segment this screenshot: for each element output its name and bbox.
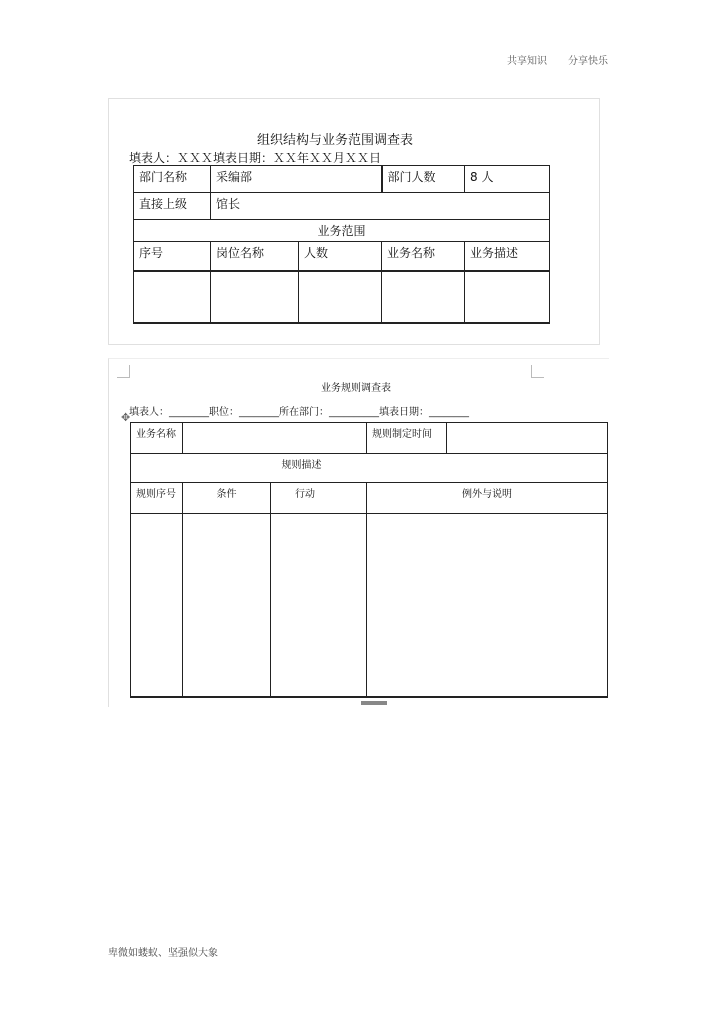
blank-cell[interactable] [367, 514, 608, 698]
form1-row-section [134, 220, 550, 242]
margin-corner-mark [531, 365, 544, 378]
blank-cell[interactable] [382, 271, 465, 323]
dept-count-value[interactable]: 8 人 [465, 166, 550, 193]
dept-name-label: 部门名称 [134, 166, 211, 193]
form2-row-columns [131, 483, 608, 514]
col-rule-index: 规则序号 [131, 483, 183, 514]
dept-name-value[interactable]: 采编部 [211, 166, 382, 193]
col-condition: 条件 [183, 483, 271, 514]
blank-cell[interactable] [134, 271, 211, 323]
form1-table [133, 165, 550, 324]
rule-description-heading: 规则描述 [131, 454, 608, 483]
form1-row-superior [134, 193, 550, 220]
biz-name-value[interactable] [183, 423, 367, 454]
blank-cell[interactable] [211, 271, 299, 323]
form2-row-blank [131, 514, 608, 698]
form-structure-survey [108, 98, 600, 345]
col-position: 岗位名称 [211, 242, 299, 272]
superior-value[interactable]: 馆长 [211, 193, 550, 220]
rule-time-label: 规则制定时间 [367, 423, 447, 454]
form2-filler-line: 填表人：________职位：________所在部门：__________填表日期：________ [129, 407, 469, 418]
rule-time-value[interactable] [447, 423, 608, 454]
form1-row-blank [134, 271, 550, 323]
col-headcount: 人数 [299, 242, 382, 272]
form2-table [130, 422, 608, 698]
col-action: 行动 [271, 483, 367, 514]
dept-count-label: 部门人数 [382, 166, 465, 193]
form2-row-section [131, 454, 608, 483]
table-resize-handle[interactable] [361, 701, 387, 705]
col-business-name: 业务名称 [382, 242, 465, 272]
blank-cell[interactable] [299, 271, 382, 323]
blank-cell[interactable] [131, 514, 183, 698]
business-scope-heading: 业务范围 [134, 220, 550, 242]
move-handle-icon[interactable]: ✥ [121, 411, 131, 424]
form1-row-dept [134, 166, 550, 193]
col-business-desc: 业务描述 [465, 242, 550, 272]
col-index: 序号 [134, 242, 211, 272]
margin-corner-mark [117, 365, 130, 378]
form1-title: 组织结构与业务范围调查表 [257, 133, 414, 148]
header-right: 分享快乐 [568, 56, 608, 67]
form2-title: 业务规则调查表 [321, 383, 391, 394]
blank-cell[interactable] [183, 514, 271, 698]
form2-row-biz [131, 423, 608, 454]
form1-filler-line: 填表人：ＸＸＸ填表日期：ＸＸ年ＸＸ月ＸＸ日 [129, 151, 382, 165]
header-left: 共享知识 [507, 56, 547, 67]
blank-cell[interactable] [271, 514, 367, 698]
form-rule-survey [108, 358, 609, 707]
blank-cell[interactable] [465, 271, 550, 323]
superior-label: 直接上级 [134, 193, 211, 220]
col-exception-notes: 例外与说明 [367, 483, 608, 514]
footer-motto: 卑微如蝼蚁、坚强似大象 [108, 948, 218, 959]
form1-row-columns [134, 242, 550, 272]
biz-name-label: 业务名称 [131, 423, 183, 454]
